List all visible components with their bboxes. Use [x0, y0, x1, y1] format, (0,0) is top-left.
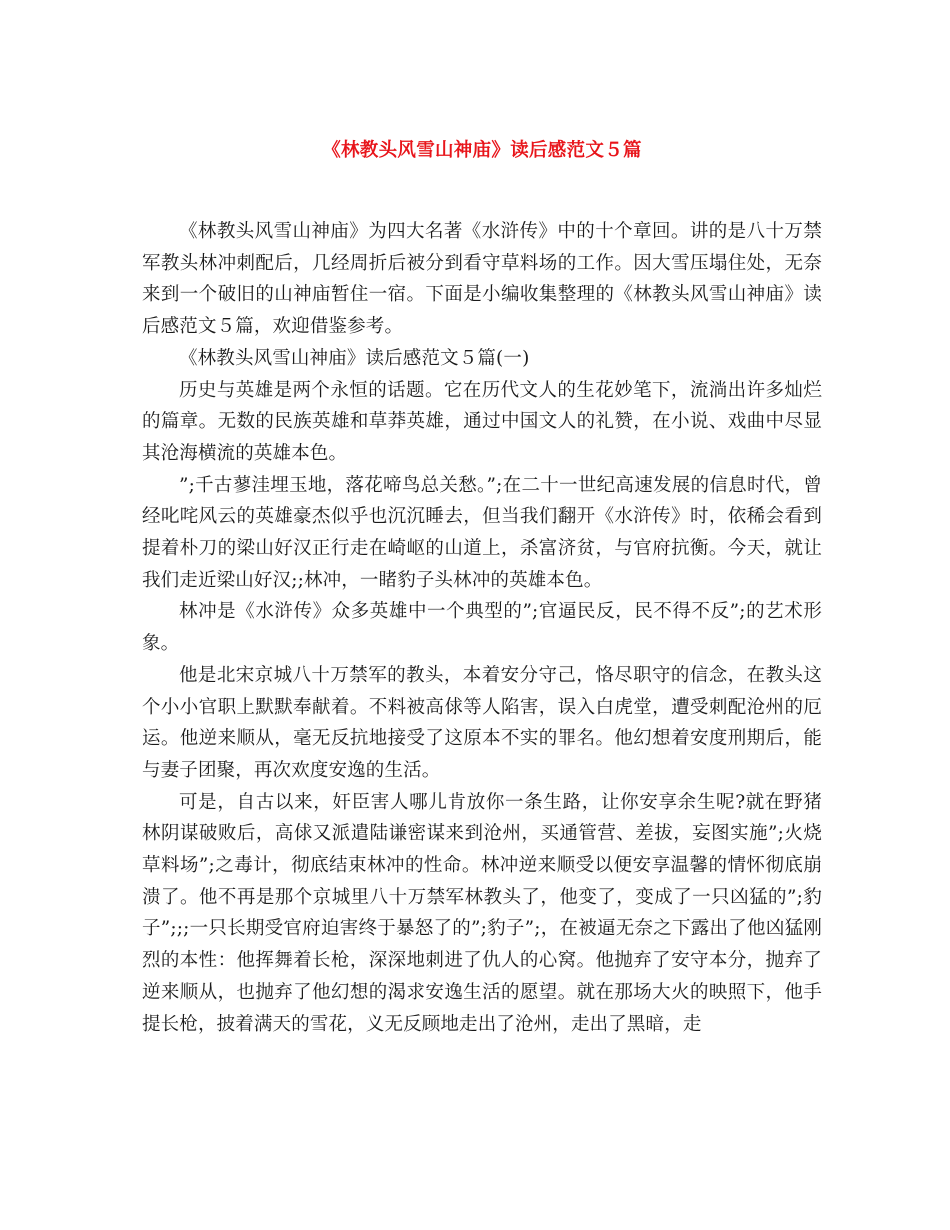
document-page [142, 0, 822, 1230]
document-title: 《林教头风雪山神庙》读后感范文５篇 [322, 140, 642, 162]
paragraph: ”;千古蓼洼埋玉地，落花啼鸟总关愁。”;在二十一世纪高速发展的信息时代，曾经叱咤风云的英雄豪杰似乎也沉沉睡去，但当我们翻开《水浒传》时，依稀会看到提着朴刀的梁山好汉正行走在崎岖的山道上，杀富济贫，与官府抗衡。今天，就让我们走近梁山好汉;;林冲，一睹豹子头林冲的英雄本色。 [142, 474, 822, 591]
paragraph-intro: 《林教头风雪山神庙》为四大名著《水浒传》中的十个章回。讲的是八十万禁军教头林冲刺配后，几经周折后被分到看守草料场的工作。因大雪压塌住处，无奈来到一个破旧的山神庙暂住一宿。下面是小编收集整理的《林教头风雪山神庙》读后感范文５篇，欢迎借鉴参考。 [142, 221, 822, 338]
paragraph: 历史与英雄是两个永恒的话题。它在历代文人的生花妙笔下，流淌出许多灿烂的篇章。无数的民族英雄和草莽英雄，通过中国文人的礼赞，在小说、戏曲中尽显其沧海横流的英雄本色。 [142, 379, 822, 464]
paragraph: 可是，自古以来，奸臣害人哪儿肯放你一条生路，让你安享余生呢?就在野猪林阴谋破败后，高俅又派遣陆谦密谋来到沧州，买通管营、差拔，妄图实施”;火烧草料场”;之毒计，彻底结束林冲的性命。林冲逆来顺受以便安享温馨的情怀彻底崩溃了。他不再是那个京城里八十万禁军林教头了，他变了，变成了一只凶猛的”;豹子”;;;一只长期受官府迫害终于暴怒了的”;豹子”;，在被逼无奈之下露出了他凶猛刚烈的本性：他挥舞着长枪，深深地刺进了仇人的心窝。他抛弃了安守本分，抛弃了逆来顺从，也抛弃了他幻想的渴求安逸生活的愿望。就在那场大火的映照下，他手提长枪，披着满天的雪花，义无反顾地走出了沧州，走出了黑暗，走 [142, 791, 822, 1035]
document-body [142, 216, 822, 1040]
paragraph: 林冲是《水浒传》众多英雄中一个典型的”;官逼民反，民不得不反”;的艺术形象。 [142, 601, 822, 655]
paragraph: 他是北宋京城八十万禁军的教头，本着安分守己，恪尽职守的信念，在教头这个小小官职上默默奉献着。不料被高俅等人陷害，误入白虎堂，遭受刺配沧州的厄运。他逆来顺从，毫无反抗地接受了这原本不实的罪名。他幻想着安度刑期后，能与妻子团聚，再次欢度安逸的生活。 [142, 664, 822, 781]
section-heading: 《林教头风雪山神庙》读后感范文５篇(一) [179, 347, 530, 369]
